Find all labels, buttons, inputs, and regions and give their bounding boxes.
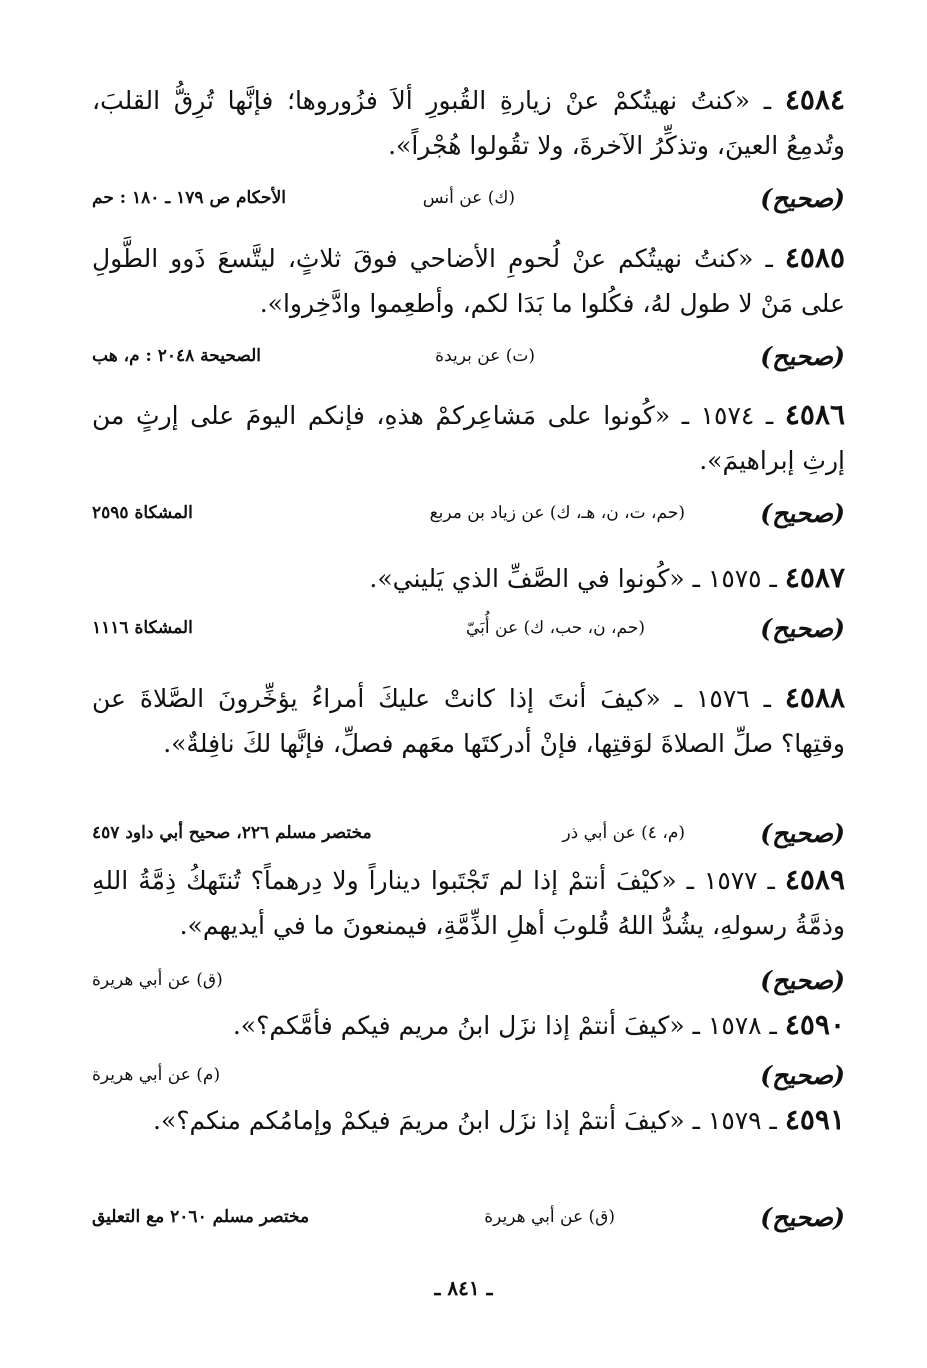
- hadith-number: ٤٥٨٦: [784, 398, 846, 431]
- hadith-text: ٤٥٩٠ ـ ١٥٧٨ ـ «كيفَ أنتمْ إذا نزَل ابنُ مريم فيكم فأمَّكم؟».: [232, 1008, 845, 1041]
- grade-label: (صحيح): [760, 341, 845, 371]
- source-line: [92, 178, 845, 218]
- grade-label: (صحيح): [760, 1202, 845, 1232]
- source-line: [92, 1055, 845, 1095]
- narrator: (م، ٤) عن أبي ذر: [562, 823, 685, 843]
- narrator: (حم، ت، ن، هـ، ك) عن زياد بن مربع: [429, 503, 685, 523]
- narrator: (ق) عن أبي هريرة: [484, 1207, 615, 1227]
- reference: مختصر مسلم ٢٠٦٠ مع التعليق: [92, 1207, 310, 1227]
- hadith-number: ٤٥٩٠: [784, 1008, 845, 1041]
- hadith-text: ٤٥٩١ ـ ١٥٧٩ ـ «كيفَ أنتمْ إذا نزَل ابنُ مريمَ فيكمْ وإمامُكم منكم؟».: [153, 1103, 845, 1136]
- grade-label: (صحيح): [760, 613, 845, 643]
- hadith-number: ٤٥٨٩: [784, 863, 845, 896]
- source-line: [92, 608, 845, 648]
- hadith-number: ٤٥٨٧: [784, 561, 845, 594]
- hadith-entry: [92, 673, 845, 766]
- page-number: ـ ٨٤١ ـ: [434, 1276, 493, 1300]
- grade-label: (صحيح): [760, 183, 845, 213]
- reference: الأحكام ص ١٧٩ ـ ١٨٠ : حم: [92, 188, 286, 208]
- narrator: (ت) عن بريدة: [435, 346, 535, 366]
- hadith-entry: [92, 1000, 845, 1049]
- grade-label: (صحيح): [760, 1060, 845, 1090]
- grade-label: (صحيح): [760, 818, 845, 848]
- source-line: [92, 493, 845, 533]
- source-line: [92, 813, 845, 853]
- hadith-number: ٤٥٨٤: [784, 83, 845, 116]
- reference: المشكاة ١١١٦: [92, 618, 193, 638]
- hadith-text: ٤٥٨٤ ـ «كنتُ نهيتُكمْ عنْ زيارةِ القُبورِ ألاَ فزُوروها؛ فإنَّها تُرِقُّ القلبَ، وتُدمِعُ العينَ، وتذكِّرُ الآخرةَ، ولا تقُولوا هُجْراً».: [92, 83, 845, 160]
- reference: الصحيحة ٢٠٤٨ : م، هب: [92, 346, 261, 366]
- hadith-text: ٤٥٨٥ ـ «كنتُ نهيتُكم عنْ لُحومِ الأضاحي فوقَ ثلاثٍ، ليتَّسعَ ذَوو الطَّولِ على مَنْ لا طول لهُ، فكُلوا ما بَدَا لكم، وأطعِموا وادَّخِروا».: [92, 241, 845, 318]
- reference: المشكاة ٢٥٩٥: [92, 503, 193, 523]
- grade-label: (صحيح): [760, 965, 845, 995]
- hadith-entry: [92, 855, 845, 948]
- source-line: [92, 336, 845, 376]
- hadith-text: ٤٥٨٩ ـ ١٥٧٧ ـ «كيْفَ أنتمْ إذا لم تَجْتَبوا ديناراً ولا دِرهماً؟ تُنتَهكُ ذِمَّةُ اللهِ وذمَّةُ رسولهِ، يشُدُّ اللهُ قُلوبَ أهلِ الذِّمَّةِ، فيمنعونَ ما في أيديهم».: [92, 863, 845, 940]
- narrator: (م) عن أبي هريرة: [92, 1065, 221, 1085]
- narrator: (ق) عن أبي هريرة: [92, 970, 223, 990]
- hadith-text: ٤٥٨٧ ـ ١٥٧٥ ـ «كُونوا في الصَّفِّ الذي يَليني».: [369, 561, 845, 594]
- hadith-entry: [92, 233, 845, 326]
- hadith-entry: [92, 390, 845, 483]
- hadith-text: ٤٥٨٨ ـ ١٥٧٦ ـ «كيفَ أنتَ إذا كانتْ عليكَ أمراءُ يؤخِّرونَ الصَّلاةَ عن وقتِها؟ صلِّ الصلاةَ لوَقتِها، فإنْ أدركتَها معَهم فصلِّ، فإنَّها لكَ نافِلةٌ».: [92, 681, 846, 758]
- source-line: [92, 1197, 845, 1237]
- source-line: [92, 960, 845, 1000]
- narrator: (ك) عن أنس: [422, 188, 515, 208]
- hadith-number: ٤٥٨٨: [784, 681, 846, 714]
- grade-label: (صحيح): [760, 498, 845, 528]
- hadith-number: ٤٥٨٥: [784, 241, 845, 274]
- hadith-entry: [92, 75, 845, 168]
- narrator: (حم، ن، حب، ك) عن أُبَيّ: [466, 618, 645, 638]
- hadith-text: ٤٥٨٦ ـ ١٥٧٤ ـ «كُونوا على مَشاعِركمْ هذهِ، فإنكم اليومَ على إرثٍ من إرثِ إبراهيمَ».: [92, 398, 846, 475]
- hadith-number: ٤٥٩١: [784, 1103, 845, 1136]
- hadith-entry: [92, 1095, 845, 1144]
- hadith-entry: [92, 553, 845, 602]
- reference: مختصر مسلم ٢٢٦، صحيح أبي داود ٤٥٧: [92, 823, 372, 843]
